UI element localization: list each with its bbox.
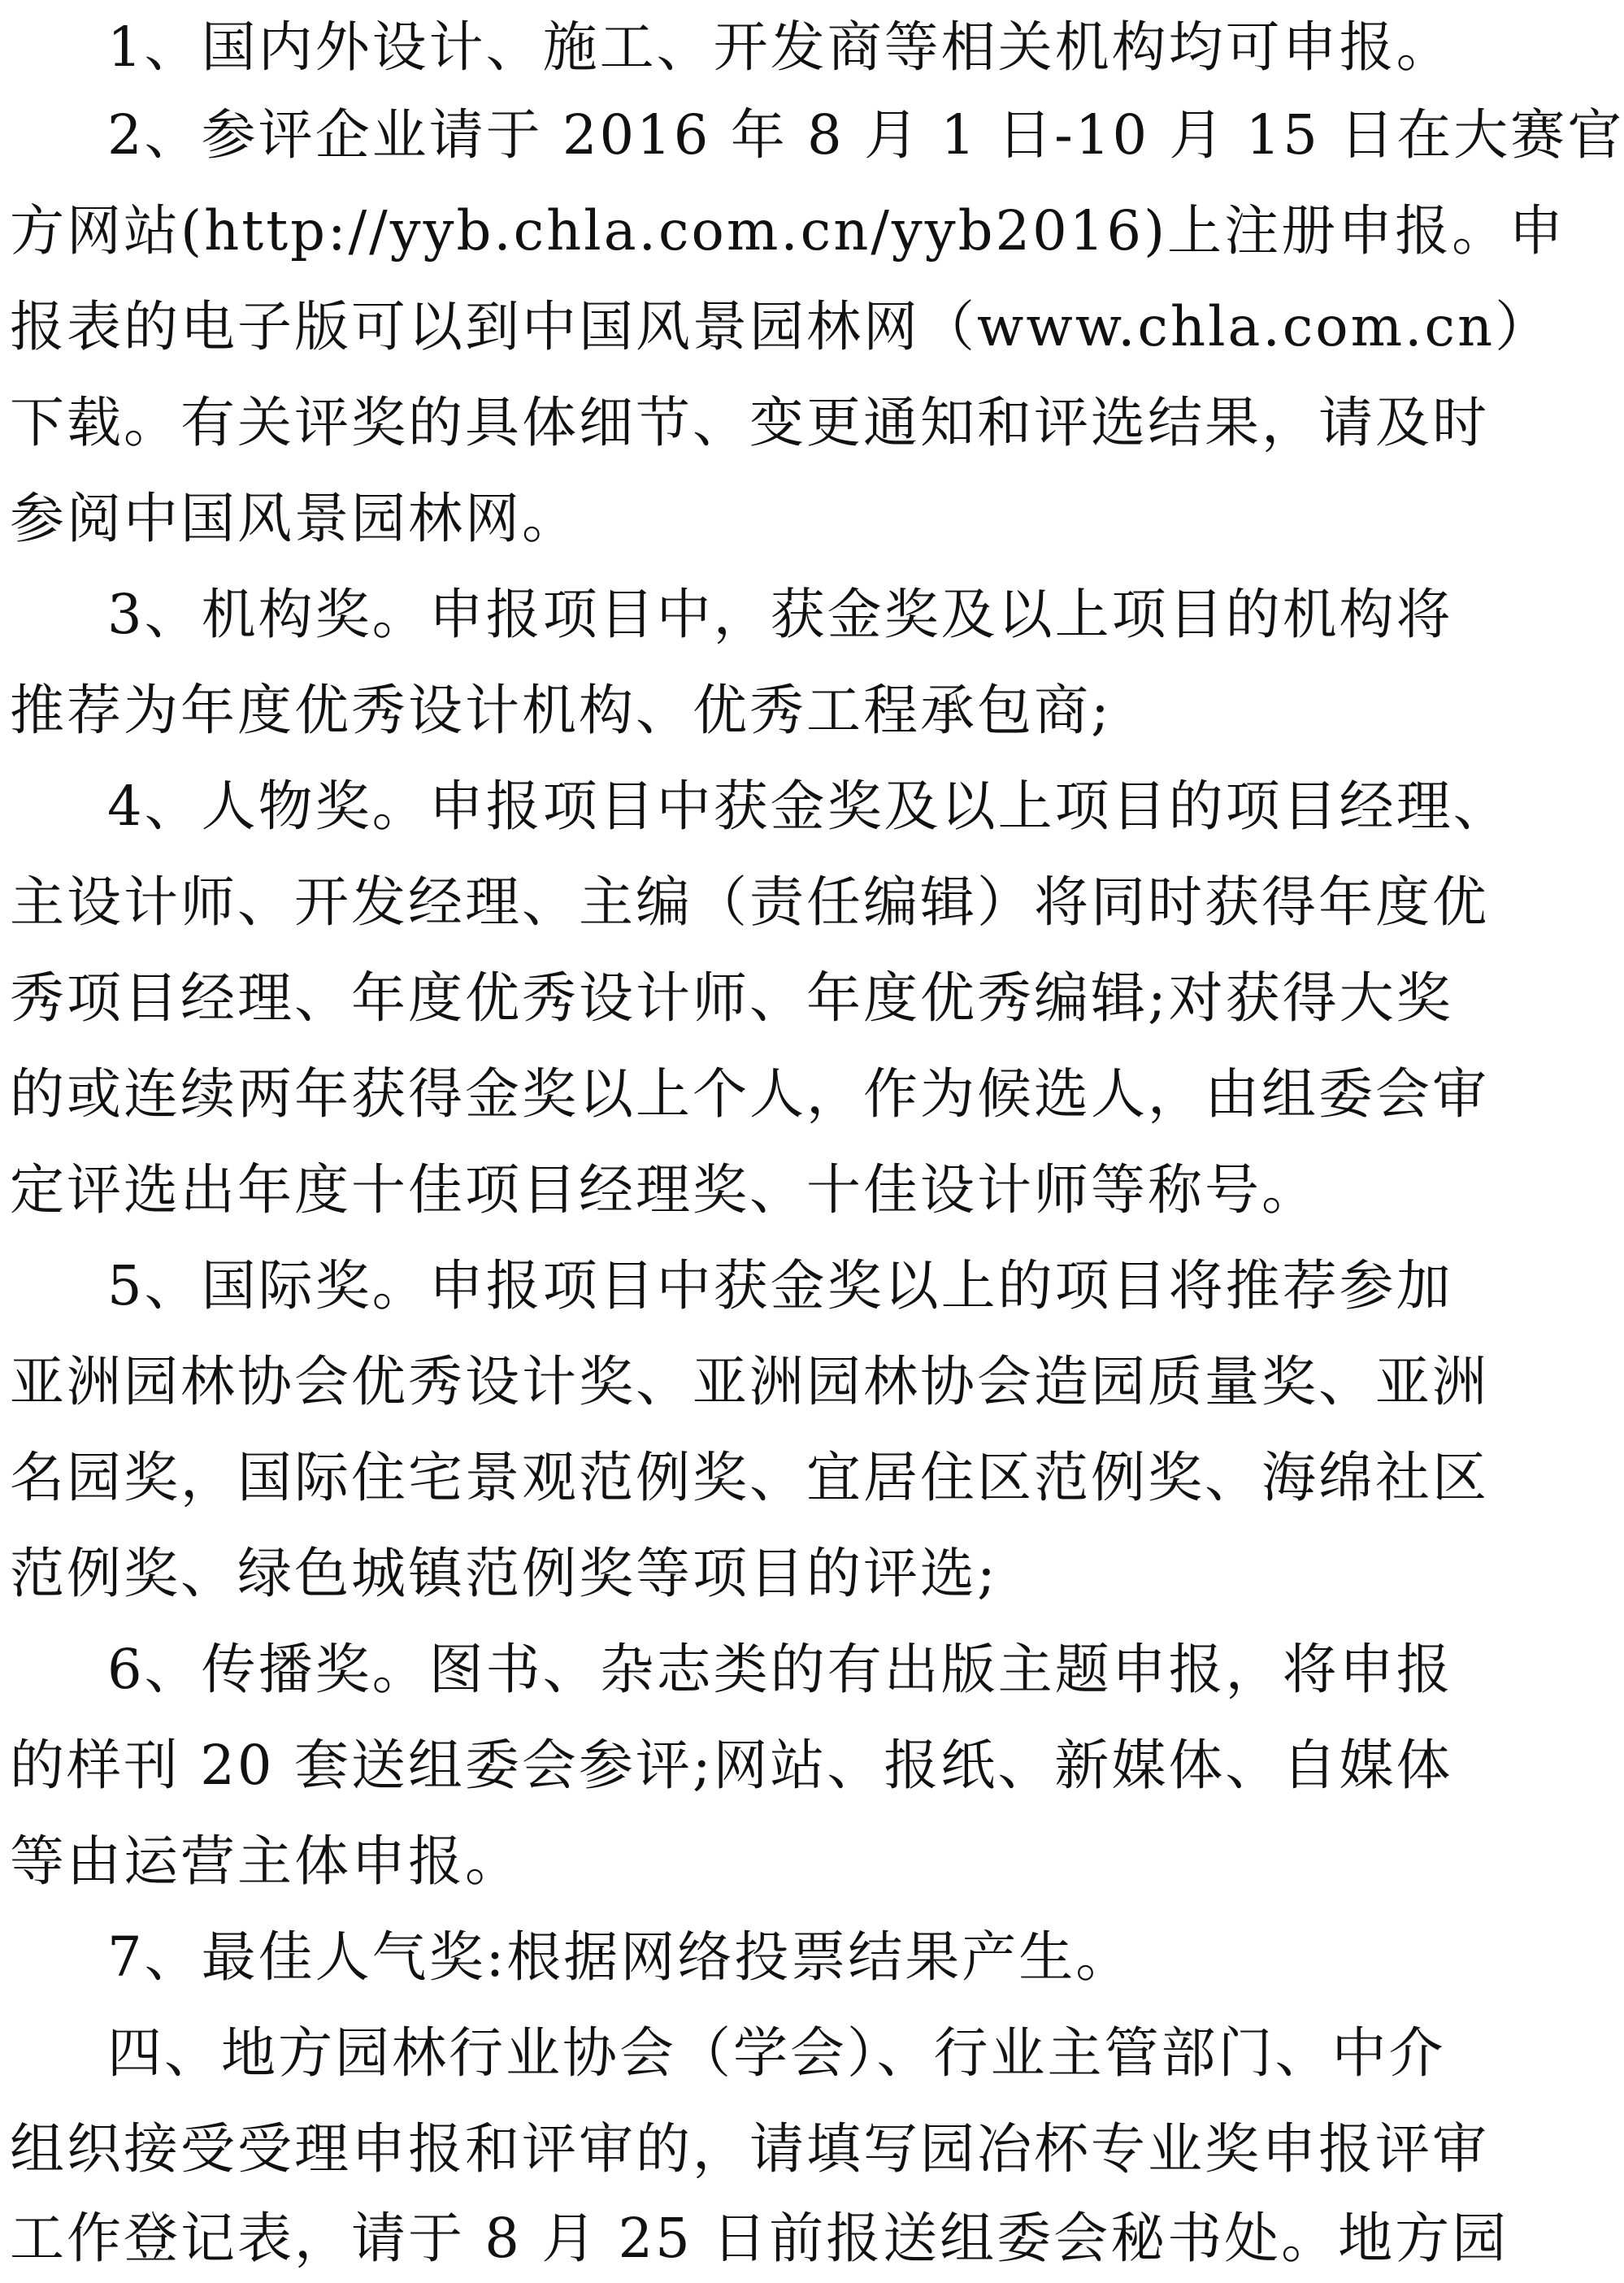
text-line: 报表的电子版可以到中国风景园林网（www.chla.com.cn） xyxy=(10,295,1552,358)
text-line: 下载。有关评奖的具体细节、变更通知和评选结果，请及时 xyxy=(10,391,1489,454)
text-line: 四、地方园林行业协会（学会）、行业主管部门、中介 xyxy=(107,2021,1446,2085)
text-line: 5、国际奖。申报项目中获金奖以上的项目将推荐参加 xyxy=(107,1254,1453,1317)
text-line: 组织接受受理申报和评审的，请填写园冶杯专业奖申报评审 xyxy=(10,2117,1489,2181)
text-line: 主设计师、开发经理、主编（责任编辑）将同时获得年度优 xyxy=(10,870,1489,934)
text-line: 的样刊 20 套送组委会参评;网站、报纸、新媒体、自媒体 xyxy=(10,1734,1453,1797)
text-line: 3、机构奖。申报项目中，获金奖及以上项目的机构将 xyxy=(107,583,1453,646)
text-line: 范例奖、绿色城镇范例奖等项目的评选; xyxy=(10,1542,998,1605)
text-line: 定评选出年度十佳项目经理奖、十佳设计师等称号。 xyxy=(10,1158,1318,1222)
text-line: 工作登记表，请于 8 月 25 日前报送组委会秘书处。地方园 xyxy=(10,2207,1509,2270)
text-line: 参阅中国风景园林网。 xyxy=(10,487,579,550)
text-line: 秀项目经理、年度优秀设计师、年度优秀编辑;对获得大奖 xyxy=(10,966,1453,1030)
text-line: 2、参评企业请于 2016 年 8 月 1 日-10 月 15 日在大赛官 xyxy=(107,103,1624,167)
text-line: 的或连续两年获得金奖以上个人，作为候选人，由组委会审 xyxy=(10,1062,1489,1126)
text-line: 亚洲园林协会优秀设计奖、亚洲园林协会造园质量奖、亚洲 xyxy=(10,1350,1489,1413)
text-line: 6、传播奖。图书、杂志类的有出版主题申报，将申报 xyxy=(107,1638,1453,1701)
text-line: 1、国内外设计、施工、开发商等相关机构均可申报。 xyxy=(107,15,1453,79)
text-line: 方网站(http://yyb.chla.com.cn/yyb2016)上注册申报。申 xyxy=(10,199,1566,263)
text-line: 7、最佳人气奖:根据网络投票结果产生。 xyxy=(107,1925,1133,1989)
text-line: 名园奖，国际住宅景观范例奖、宜居住区范例奖、海绵社区 xyxy=(10,1446,1489,1509)
text-line: 等由运营主体申报。 xyxy=(10,1829,522,1893)
text-line: 推荐为年度优秀设计机构、优秀工程承包商; xyxy=(10,679,1112,742)
text-line: 4、人物奖。申报项目中获金奖及以上项目的项目经理、 xyxy=(107,775,1510,838)
